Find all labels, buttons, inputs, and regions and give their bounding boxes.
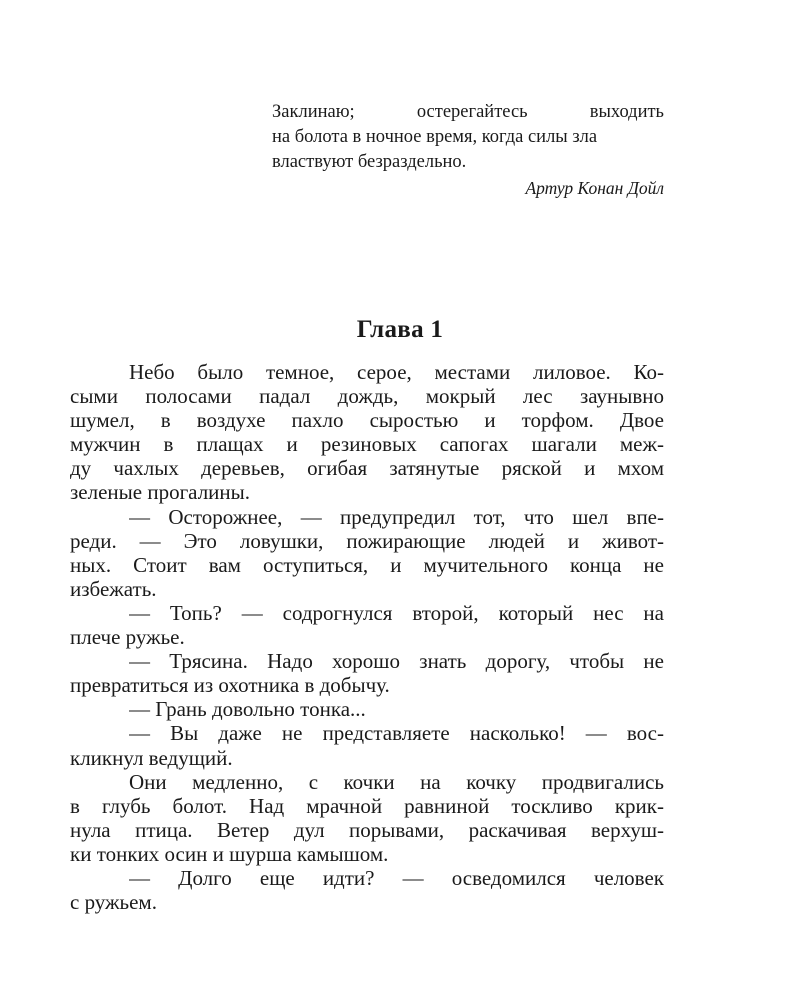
paragraph-line: — Вы даже не представляете насколько! — вос- [129, 721, 664, 746]
paragraph-line: с ружьем. [70, 890, 157, 915]
epigraph [272, 100, 664, 201]
paragraph-line: Они медленно, с кочки на кочку продвигались [129, 769, 664, 794]
paragraph-line: зеленые прогалины. [70, 480, 251, 505]
paragraph-line: — Трясина. Надо хорошо знать дорогу, чтобы не [129, 649, 664, 674]
chapter-body [70, 360, 664, 915]
paragraph-line: — Топь? — содрогнулся второй, который нес на [129, 600, 664, 625]
chapter-title: Глава 1 [356, 316, 444, 343]
paragraph-line: сыми полосами падал дождь, мокрый лес заунывно [70, 384, 664, 409]
paragraph-line: плече ружье. [70, 625, 185, 650]
paragraph-line: нула птица. Ветер дул порывами, раскачивая верхуш- [70, 817, 664, 842]
paragraph-line: избежать. [70, 576, 157, 601]
paragraph-line: Небо было темное, серое, местами лиловое. Ко- [129, 360, 664, 384]
paragraph-line: ки тонких осин и шурша камышом. [70, 841, 389, 866]
paragraph-line: — Осторожнее, — предупредил тот, что шел впе- [129, 504, 664, 529]
epigraph-line: на болота в ночное время, когда силы зла [272, 127, 598, 147]
paragraph-line: в глубь болот. Над мрачной равниной тоскливо крик- [70, 793, 664, 818]
paragraph-line: — Грань довольно тонка... [129, 697, 366, 722]
epigraph-line: властвуют безраздельно. [272, 152, 467, 172]
paragraph-line: реди. — Это ловушки, пожирающие людей и живот- [70, 528, 664, 553]
paragraph-line: — Долго еще идти? — осведомился человек [129, 865, 664, 890]
paragraph-line: мужчин в плащах и резиновых сапогах шагали меж- [70, 432, 664, 457]
paragraph-line: ду чахлых деревьев, огибая затянутые ряской и мхом [70, 456, 664, 481]
paragraph-line: кликнул ведущий. [70, 745, 233, 770]
epigraph-line: Заклинаю; остерегайтесь выходить [272, 102, 664, 122]
paragraph-line: ных. Стоит вам оступиться, и мучительного конца не [70, 552, 664, 577]
epigraph-author: Артур Конан Дойл [525, 178, 664, 198]
paragraph-line: превратиться из охотника в добычу. [70, 673, 390, 698]
paragraph-line: шумел, в воздухе пахло сыростью и торфом. Двое [70, 408, 664, 433]
